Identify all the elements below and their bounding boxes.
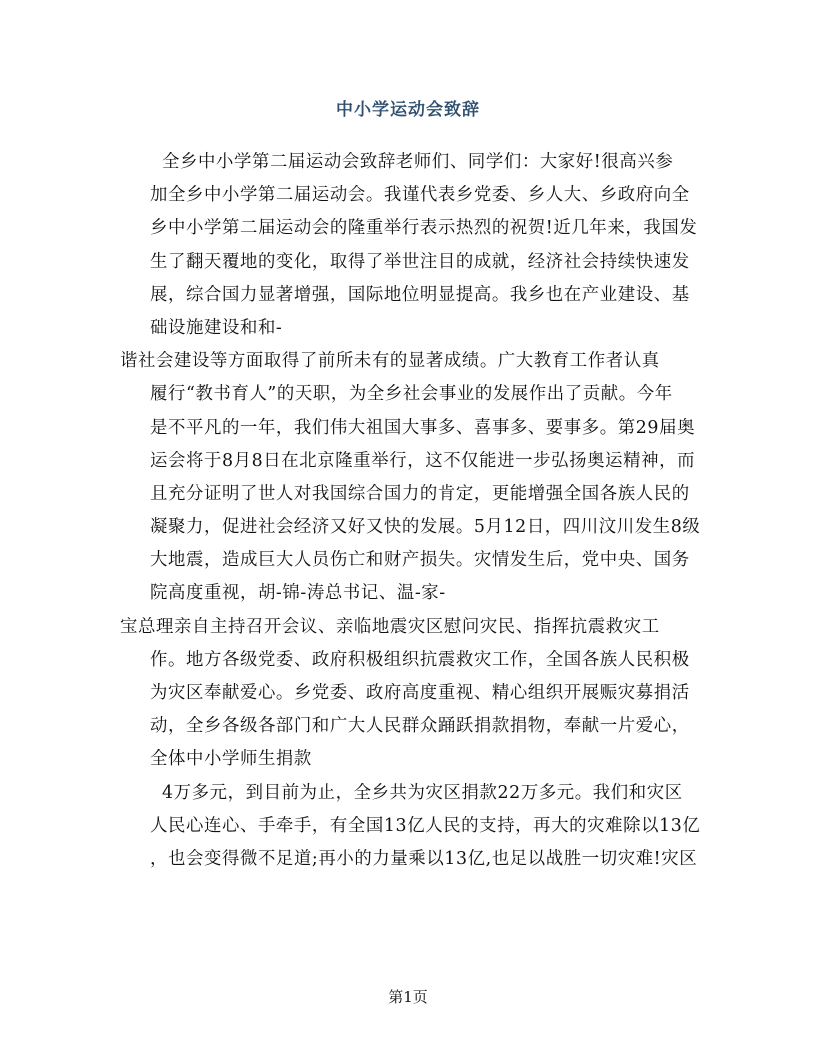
body-line: 为灾区奉献爱心。乡党委、政府高度重视、精心组织开展赈灾募捐活 <box>150 683 690 703</box>
body-line: 全乡中小学第二届运动会致辞老师们、同学们：大家好!很高兴参 <box>162 152 674 172</box>
body-line: 大地震，造成巨大人员伤亡和财产损失。灾情发生后，党中央、国务 <box>150 550 690 571</box>
body-line: 作。地方各级党委、政府积极组织抗震救灾工作，全国各族人民积极 <box>150 649 690 670</box>
body-line: 宝总理亲自主持召开会议、亲临地震灾区慰问灾民、指挥抗震救灾工 <box>120 616 660 637</box>
body-line: 人民心连心、手牵手，有全国13亿人民的支持，再大的灾难除以13亿 <box>150 815 701 836</box>
body-line: 运会将于8月8日在北京隆重举行，这不仅能进一步弘扬奥运精神，而 <box>150 450 696 471</box>
body-line: 乡中小学第二届运动会的隆重举行表示热烈的祝贺!近几年来，我国发 <box>150 218 698 239</box>
body-line: 是不平凡的一年，我们伟大祖国大事多、喜事多、要事多。第29届奥 <box>150 417 696 438</box>
page-number: 第1页 <box>388 988 428 1006</box>
body-line: ，也会变得微不足道;再小的力量乘以13亿,也足以战胜一切灾难!灾区 <box>150 848 698 869</box>
body-line: 加全乡中小学第二届运动会。我谨代表乡党委、乡人大、乡政府向全 <box>150 185 690 206</box>
document-body <box>120 146 701 876</box>
body-line: 展，综合国力显著增强，国际地位明显提高。我乡也在产业建设、基 <box>150 284 690 305</box>
body-line: 凝聚力，促进社会经济又好又快的发展。5月12日，四川汶川发生8级 <box>150 517 701 538</box>
body-line: 且充分证明了世人对我国综合国力的肯定，更能增强全国各族人民的 <box>150 483 690 504</box>
body-line: 础设施建设和和- <box>150 317 283 338</box>
body-line: 生了翻天覆地的变化，取得了举世注目的成就，经济社会持续快速发 <box>150 251 690 272</box>
body-line: 履行“教书育人”的天职，为全乡社会事业的发展作出了贡献。今年 <box>150 384 673 405</box>
body-line: 谐社会建设等方面取得了前所未有的显著成绩。广大教育工作者认真 <box>120 351 660 372</box>
body-line: 全体中小学师生捐款 <box>150 749 312 770</box>
document-title: 中小学运动会致辞 <box>336 100 480 120</box>
body-line: 4万多元，到目前为止，全乡共为灾区捐款22万多元。我们和灾区 <box>162 782 683 803</box>
body-line: 动，全乡各级各部门和广大人民群众踊跃捐款捐物，奉献一片爱心， <box>150 716 690 737</box>
body-line: 院高度重视，胡-锦-涛总书记、温-家- <box>150 583 446 604</box>
